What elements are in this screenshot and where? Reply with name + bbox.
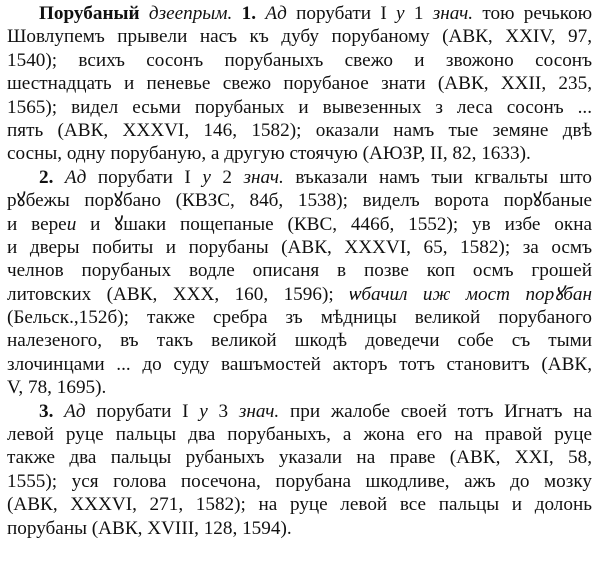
text-run: порубати I: [86, 166, 203, 188]
text-run: пять (АВК, XXXVI, 146, 1582); оказали намъ тые земяне двѣ: [7, 119, 592, 141]
text-line: [7, 166, 592, 189]
text-line: [7, 2, 592, 25]
text-run: и вере: [7, 213, 67, 235]
text-run: (Бельск.,152б); также сребра зъ мѣдницы великой порубаного: [7, 307, 592, 329]
italic-text: дзеeпрым.: [148, 3, 233, 24]
text-run: 1555); уся голова посечона, порубана шкодливе, ажъ до мозку: [7, 470, 592, 492]
text-run: V, 78, 1695).: [7, 377, 107, 399]
text-line: [7, 400, 592, 423]
text-run: левой руце пальцы два порубаныхъ, а жона его на правой руце: [7, 424, 592, 446]
text-run: сосны, одну порубаную, а другую стоячую (АЮЗР, II, 82, 1633).: [7, 143, 531, 165]
text-run: порубати I: [286, 3, 397, 24]
text-run: литовских (АВК, XXX, 160, 1596);: [7, 283, 350, 305]
text-run: 1: [404, 3, 433, 24]
text-line: [7, 96, 592, 119]
text-run: [53, 167, 65, 188]
text-line: [7, 283, 592, 306]
entry-paragraph-1: [7, 2, 592, 166]
text-line: [7, 142, 592, 165]
text-line: [7, 470, 592, 493]
text-line: [7, 517, 592, 540]
italic-text: знач.: [432, 3, 474, 24]
text-run: [140, 3, 149, 24]
italic-text: Ад: [265, 3, 287, 24]
text-run: при жалобе своей тотъ Игнатъ на: [279, 400, 593, 422]
text-run: налезеного, въ такъ великой шкодѣ доведечи собе съ тыми: [7, 330, 592, 352]
text-run: 3: [207, 400, 239, 422]
text-line: [7, 25, 592, 48]
italic-text: знач.: [243, 166, 284, 188]
text-line: [7, 446, 592, 469]
text-run: [53, 401, 64, 422]
text-run: тою речькою: [473, 3, 593, 24]
text-run: (АВК, XXXVI, 271, 1582); на руце левой все пальцы и долонь: [7, 494, 592, 516]
text-line: [7, 306, 592, 329]
text-run: порубаны (АВК, XVIII, 128, 1594).: [7, 517, 292, 539]
dictionary-entry: [7, 2, 592, 540]
text-run: и ꙋшаки пощепаные (КВС, 446б, 1552); ув избе окна: [76, 213, 592, 235]
text-run: въказали намъ тыи кгвальты што: [283, 166, 593, 188]
text-line: [7, 376, 592, 399]
text-run: рꙋбежы порꙋбано (КВЗС, 84б, 1538); виделъ ворота порꙋбаные: [7, 190, 592, 212]
italic-text: знач.: [238, 400, 280, 422]
text-line: [7, 189, 592, 212]
italic-text: Ад: [64, 400, 86, 422]
text-line: [7, 213, 592, 236]
text-line: [7, 329, 592, 352]
bold-text: Порубаный: [39, 3, 140, 24]
text-line: [7, 236, 592, 259]
text-run: также два пальцы рубаныхъ указали на праве (АВК, XXI, 58,: [7, 447, 592, 469]
italic-text: Ад: [64, 166, 87, 188]
italic-text: у: [202, 166, 211, 188]
text-line: [7, 49, 592, 72]
bold-text: 1.: [241, 3, 257, 24]
text-line: [7, 119, 592, 142]
italic-text: и: [66, 213, 77, 235]
italic-text: у: [199, 400, 208, 422]
text-run: злочинцами ... до суду вашъмостей акторъ тотъ становитъ (АВК,: [7, 353, 592, 375]
text-run: шестнадцать и пеневье свежо порубаное знати (АВК, XXII, 235,: [7, 73, 592, 95]
text-run: 2: [210, 166, 244, 188]
text-line: [7, 423, 592, 446]
bold-text: 3.: [39, 400, 54, 422]
italic-text: ѡбачил иж мост порꙋбан: [349, 283, 592, 305]
text-run: [232, 3, 241, 24]
text-run: [256, 3, 265, 24]
text-run: 1540); всихъ сосонъ порубаныхъ свежо и звожоно сосонъ: [7, 49, 592, 71]
entry-paragraph-2: [7, 166, 592, 400]
text-line: [7, 353, 592, 376]
italic-text: у: [396, 3, 405, 24]
bold-text: 2.: [39, 166, 54, 188]
entry-paragraph-3: [7, 400, 592, 540]
text-line: [7, 493, 592, 516]
text-run: и дверы побиты и порубаны (АВК, XXXVI, 65, 1582); за осмъ: [7, 236, 592, 258]
text-run: порубати I: [85, 400, 200, 422]
text-line: [7, 72, 592, 95]
text-run: челнов порубаных водле описаня в позве коп осмъ грошей: [7, 260, 592, 282]
text-run: 1565); видел есьми порубаных и вывезенных з леса сосонъ ...: [7, 96, 592, 118]
text-run: Шовлупемъ прывели насъ къ дубу порубаному (АВК, XXIV, 97,: [7, 26, 592, 48]
text-line: [7, 259, 592, 282]
